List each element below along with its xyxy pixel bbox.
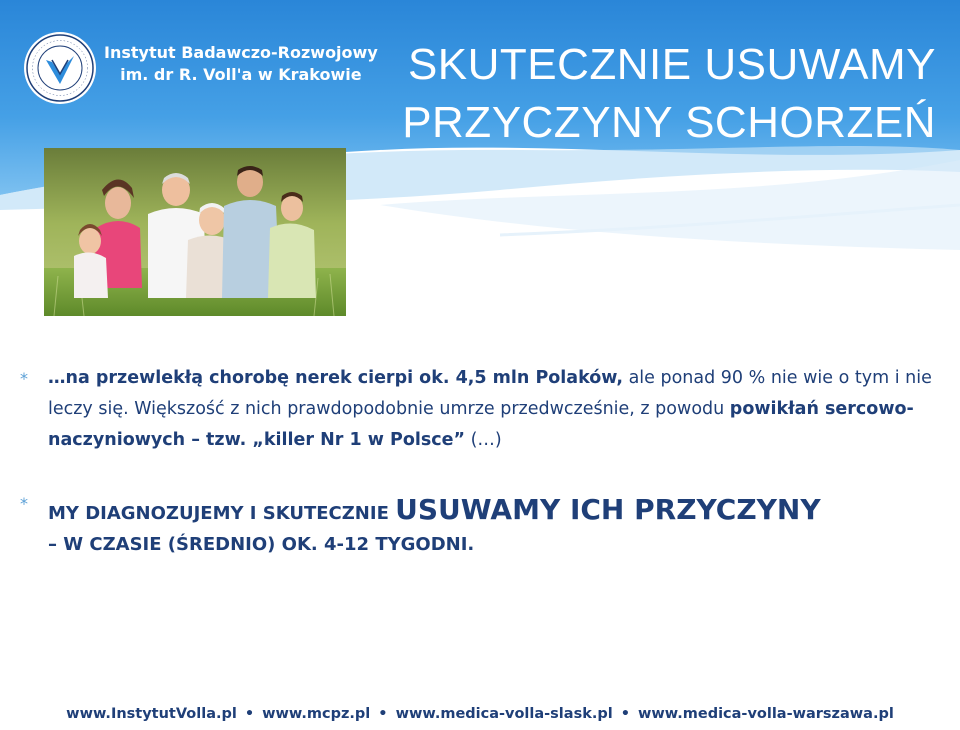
bullet-icon: * <box>20 369 28 388</box>
paragraph2-emphasis: USUWAMY ICH PRZYCZYNY <box>395 493 821 526</box>
footer-separator: • <box>244 706 255 722</box>
institute-name-line2: im. dr R. Voll'a w Krakowie <box>120 65 362 84</box>
footer-link-medica-slask[interactable]: www.medica-volla-slask.pl <box>395 706 613 722</box>
footer-separator: • <box>378 706 388 722</box>
institute-name-line1: Instytut Badawczo-Rozwojowy <box>104 43 378 62</box>
footer-link-mcpz[interactable]: www.mcpz.pl <box>262 706 371 722</box>
footer-separator: • <box>620 706 630 722</box>
paragraph1-bold-intro: …na przewlekłą chorobę nerek cierpi ok. 4,5 mln Polaków, <box>48 368 624 388</box>
page-title-line2: PRZYCZYNY SCHORZEŃ <box>402 98 936 147</box>
page-title-line1: SKUTECZNIE USUWAMY <box>407 40 936 89</box>
footer-links <box>0 706 960 722</box>
footer-link-medica-warszawa[interactable]: www.medica-volla-warszawa.pl <box>637 706 894 722</box>
institute-logo-icon <box>22 30 98 106</box>
paragraph2-prefix: MY DIAGNOZUJEMY I SKUTECZNIE <box>48 503 396 524</box>
family-photo <box>44 148 346 316</box>
paragraph-diagnosis <box>20 494 935 560</box>
paragraph1-bold-complications: powikłań sercowo-naczyniowych – tzw. „killer Nr 1 w Polsce” <box>48 399 914 450</box>
page-title <box>402 36 936 152</box>
paragraph1-ellipsis: (…) <box>465 430 502 450</box>
institute-name <box>104 42 378 86</box>
bullet-icon: * <box>20 494 28 513</box>
paragraph2-line2: – W CZASIE (ŚREDNIO) OK. 4-12 TYGODNI. <box>48 534 475 555</box>
paragraph2-line1 <box>48 494 935 530</box>
paragraph1-text: ale ponad 90 % nie wie o tym i nie leczy się. Większość z nich prawdopodobnie umrze przedwcześnie, z powodu <box>48 368 932 419</box>
paragraph-kidney-disease <box>20 363 935 456</box>
footer-link-instytutvolla[interactable]: www.InstytutVolla.pl <box>66 706 237 722</box>
main-content <box>20 363 935 560</box>
